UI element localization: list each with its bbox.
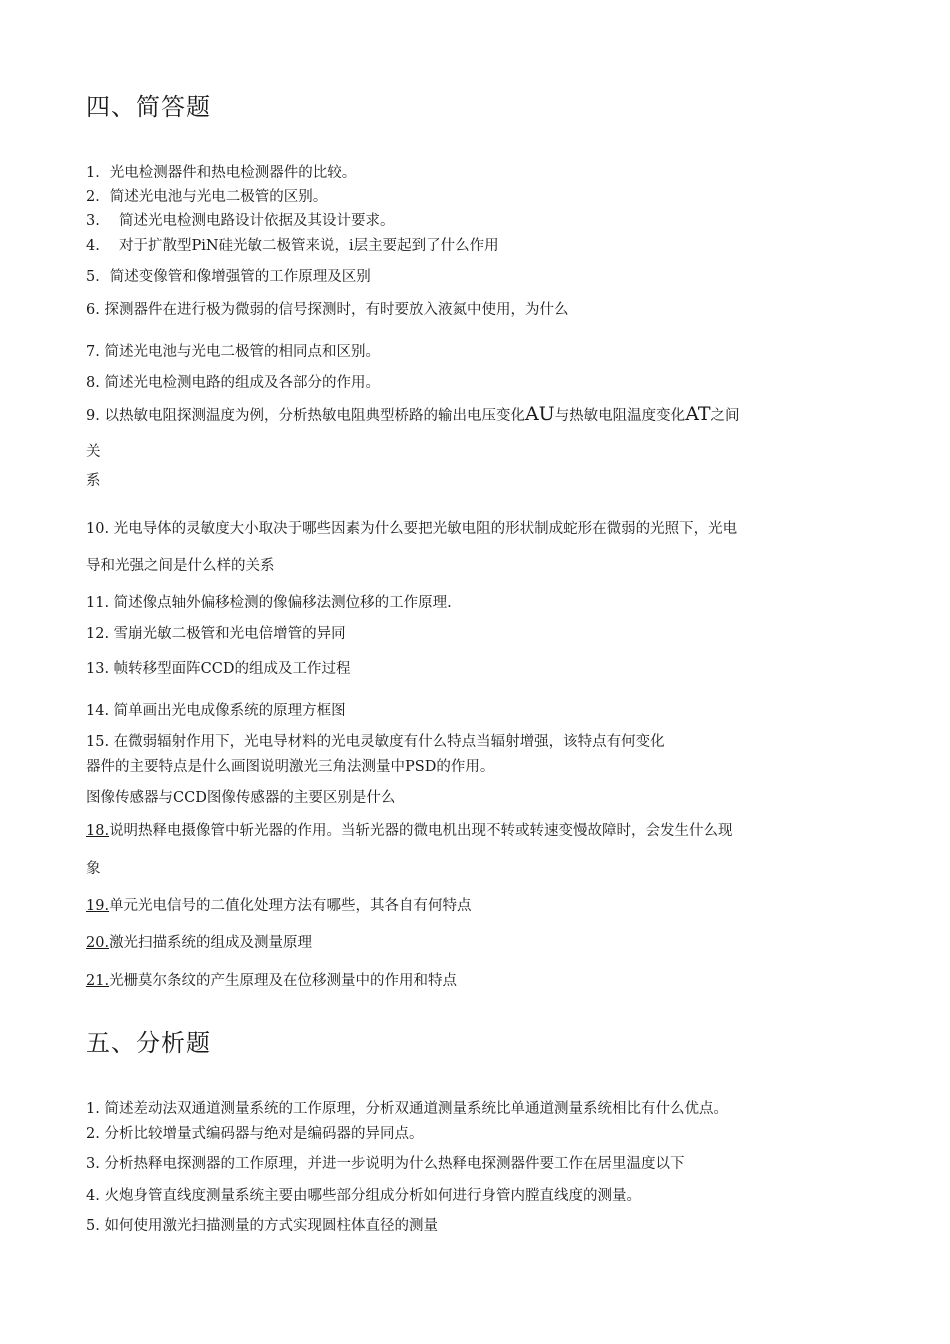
s4-question-4: 4. 对于扩散型PiN硅光敏二极管来说，i层主要起到了什么作用: [86, 238, 499, 254]
s4-question-10: 10. 光电导体的灵敏度大小取决于哪些因素为什么要把光敏电阻的形状制成蛇形在微弱的光照下，光电: [86, 521, 738, 537]
s4-question-2: 2．简述光电池与光电二极管的区别。: [86, 189, 328, 205]
q18-text: 说明热释电摄像管中斩光器的作用。当斩光器的微电机出现不转或转速变慢故障时，会发生什么现: [109, 823, 733, 839]
s4-question-13: 13. 帧转移型面阵CCD的组成及工作过程: [86, 661, 351, 677]
q19-number: 19.: [86, 898, 110, 914]
q20-text: 激光扫描系统的组成及测量原理: [109, 935, 313, 951]
s5-question-3: 3. 分析热释电探测器的工作原理，并进一步说明为什么热释电探测器件要工作在居里温度以下: [86, 1156, 685, 1172]
s4-question-16: 器件的主要特点是什么画图说明激光三角法测量中PSD的作用。: [86, 759, 495, 775]
q9-part-b: 与热敏电阻温度变化: [554, 408, 686, 424]
q19-text: 单元光电信号的二值化处理方法有哪些，其各自有何特点: [109, 898, 472, 914]
s4-question-1: 1．光电检测器件和热电检测器件的比较。: [86, 165, 357, 181]
q20-number: 20.: [86, 935, 110, 951]
q21-text: 光栅莫尔条纹的产生原理及在位移测量中的作用和特点: [109, 973, 458, 989]
q9-at: AT: [685, 403, 711, 425]
s4-question-15: 15. 在微弱辐射作用下，光电导材料的光电灵敏度有什么特点当辐射增强，该特点有何变化: [86, 734, 665, 750]
s4-question-9-cont-2: 系: [86, 473, 101, 489]
s4-question-18-cont: 象: [86, 861, 101, 877]
s4-question-20: [86, 934, 312, 952]
s4-question-7: 7. 简述光电池与光电二极管的相同点和区别。: [86, 344, 380, 360]
s5-question-2: 2. 分析比较增量式编码器与绝对是编码器的异同点。: [86, 1126, 424, 1142]
s4-question-11: 11. 简述像点轴外偏移检测的像偏移法测位移的工作原理.: [86, 595, 452, 611]
s4-question-21: [86, 972, 457, 990]
s4-question-17: 图像传感器与CCD图像传感器的主要区别是什么: [86, 790, 396, 806]
s4-question-8: 8. 简述光电检测电路的组成及各部分的作用。: [86, 375, 380, 391]
q9-au: AU: [524, 403, 555, 425]
s5-question-5: 5. 如何使用激光扫描测量的方式实现圆柱体直径的测量: [86, 1218, 438, 1234]
s4-question-19: [86, 897, 472, 915]
s4-question-18: [86, 822, 733, 840]
q9-part-a: 9. 以热敏电阻探测温度为例，分析热敏电阻典型桥路的输出电压变化: [86, 408, 525, 424]
q9-part-c: 之间: [710, 408, 740, 424]
s4-question-3: 3. 简述光电检测电路设计依据及其设计要求。: [86, 213, 395, 229]
q21-number: 21.: [86, 973, 110, 989]
q18-number: 18.: [86, 823, 110, 839]
s5-question-1: 1. 简述差动法双通道测量系统的工作原理，分析双通道测量系统比单通道测量系统相比有什么优点。: [86, 1101, 728, 1117]
section-4-heading: 四、简答题: [86, 93, 211, 121]
section-5-heading: 五、分析题: [86, 1029, 211, 1057]
s5-question-4: 4. 火炮身管直线度测量系统主要由哪些部分组成分析如何进行身管内膛直线度的测量。: [86, 1188, 641, 1204]
s4-question-9-cont-1: 关: [86, 444, 101, 460]
s4-question-10-cont: 导和光强之间是什么样的关系: [86, 558, 275, 574]
s4-question-14: 14. 简单画出光电成像系统的原理方框图: [86, 703, 346, 719]
s4-question-12: 12. 雪崩光敏二极管和光电倍增管的异同: [86, 626, 346, 642]
s4-question-9: [86, 405, 740, 425]
s4-question-5: 5．简述变像管和像增强管的工作原理及区别: [86, 269, 371, 285]
s4-question-6: 6. 探测器件在进行极为微弱的信号探测时，有时要放入液氮中使用，为什么: [86, 302, 569, 318]
